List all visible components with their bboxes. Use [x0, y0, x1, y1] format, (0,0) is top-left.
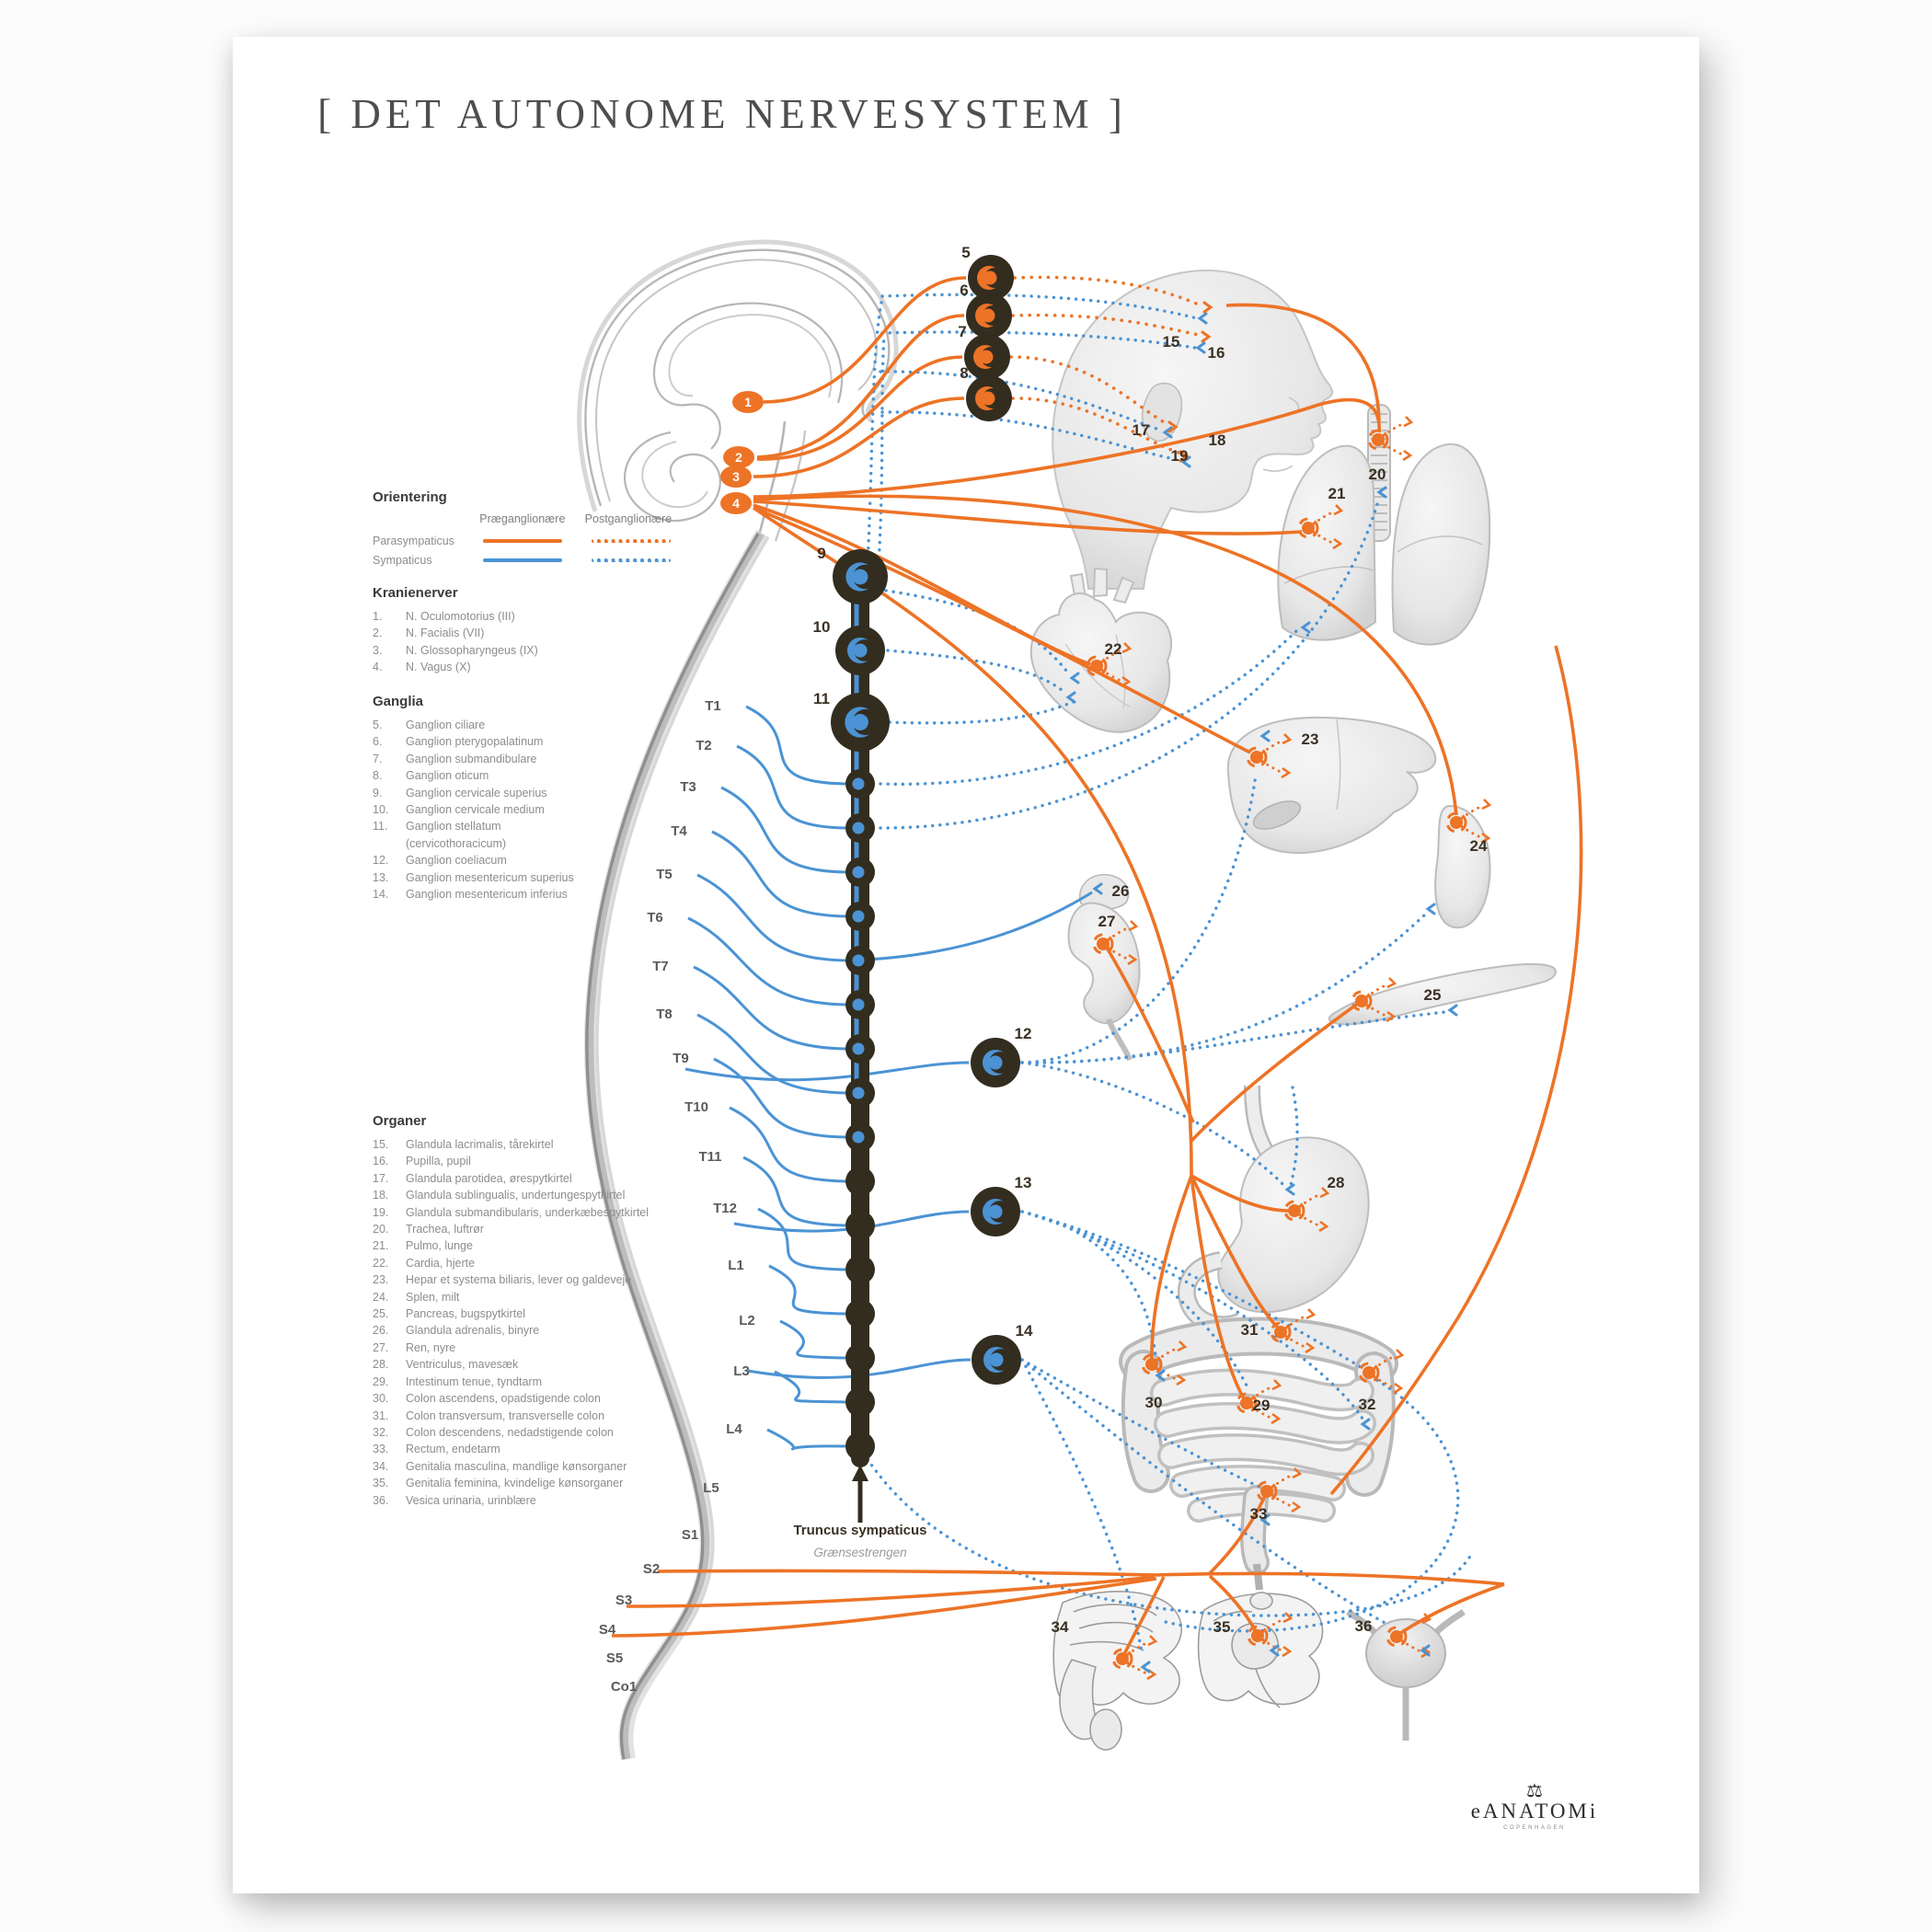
list-item-number: 31. [373, 1409, 389, 1422]
list-item-number: 5. [373, 719, 383, 731]
list-item [373, 767, 690, 784]
list-item [373, 1356, 690, 1373]
list-item [373, 1340, 690, 1356]
list-item [373, 1322, 690, 1339]
marker-organ-23: 23 [1301, 730, 1319, 748]
list-item [373, 1204, 690, 1221]
list-item-number: 25. [373, 1307, 389, 1321]
list-item-number: 8. [373, 769, 383, 783]
list-item-number: 2. [373, 627, 383, 640]
spine-label-t2: T2 [696, 738, 712, 753]
list-item-number: 36. [373, 1493, 389, 1507]
list-item-number [373, 835, 406, 852]
list-item-number: 11. [373, 820, 388, 834]
list-item-text: Hepar et systema biliaris, lever og galdeveje [406, 1273, 632, 1287]
list-item-number: 17. [373, 1171, 389, 1185]
list-item-text: (cervicothoracicum) [406, 836, 507, 850]
list-item [373, 1424, 690, 1441]
legend-row [373, 550, 690, 569]
list-item-number: 18. [373, 1189, 389, 1202]
list-item [373, 659, 690, 675]
list-item-text: Ganglion mesentericum inferius [406, 888, 568, 902]
list-item-text: Genitalia feminina, kvindelige kønsorganer [406, 1477, 624, 1490]
list-item-number: 19. [373, 1205, 389, 1219]
eanatomi-logo-icon: ⚖ [1526, 1781, 1543, 1801]
list-item-text: Glandula lacrimalis, tårekirtel [406, 1138, 554, 1151]
list-item [373, 1170, 690, 1187]
list-item-number: 6. [373, 735, 383, 749]
anatomy-poster [233, 37, 1699, 1893]
list-item-text: Ganglion ciliare [406, 719, 486, 731]
list-item-number: 4. [373, 661, 383, 674]
list-item [373, 785, 690, 801]
illustration-female-genitalia [1199, 1593, 1323, 1708]
list-item [373, 1153, 690, 1169]
list-item-text: Ren, nyre [406, 1340, 456, 1354]
spine-label-t4: T4 [671, 823, 687, 839]
section-kranienerver [373, 585, 690, 676]
list-item-text: Pancreas, bugspytkirtel [406, 1307, 525, 1321]
list-item [373, 1390, 690, 1407]
list-item [373, 801, 690, 818]
list-item-text: Glandula sublingualis, undertungespytkirtel [406, 1189, 626, 1202]
marker-ganglion-5: 5 [961, 244, 971, 261]
list-item-text: Ganglion cervicale medium [406, 803, 545, 817]
list-item-number: 14. [373, 888, 389, 902]
list-item-text: N. Glossopharyngeus (IX) [406, 643, 538, 657]
list-item-number: 9. [373, 786, 383, 799]
spine-label-t8: T8 [656, 1006, 673, 1022]
marker-ganglion-11: 11 [813, 690, 830, 707]
list-item-text: Ganglion pterygopalatinum [406, 735, 544, 749]
section-heading: Organer [373, 1113, 427, 1129]
list-item-number: 16. [373, 1155, 389, 1168]
list-item [373, 1136, 690, 1153]
spine-label-t9: T9 [673, 1051, 689, 1066]
marker-ganglion-8: 8 [960, 364, 969, 382]
list-item [373, 818, 690, 834]
list-item-text: Pulmo, lunge [406, 1239, 473, 1253]
list-item [373, 1271, 690, 1288]
legend-col-praeganglionaere: Præganglionære [479, 512, 566, 525]
list-item [373, 1187, 690, 1203]
marker-ganglion-14: 14 [1015, 1322, 1033, 1340]
marker-organ-24: 24 [1469, 837, 1488, 855]
marker-ganglion-6: 6 [960, 282, 969, 299]
list-item-text: Colon transversum, transverselle colon [406, 1409, 605, 1422]
legend-column-headers [373, 512, 690, 525]
truncus-label: Truncus sympaticus [793, 1523, 927, 1538]
spine-label-t1: T1 [705, 698, 721, 714]
illustration-intestines [1138, 1337, 1379, 1591]
list-item-text: Colon ascendens, opadstigende colon [406, 1392, 601, 1406]
section-organer [373, 1113, 690, 1509]
marker-cranial-2: 2 [735, 450, 742, 465]
spine-label-t7: T7 [652, 959, 669, 974]
list-item [373, 608, 690, 625]
list-item [373, 835, 690, 852]
spine-label-s5: S5 [605, 1650, 624, 1666]
list-item [373, 642, 690, 659]
marker-cranial-3: 3 [732, 469, 740, 484]
list-item-text: N. Facialis (VII) [406, 627, 485, 640]
spine-label-t3: T3 [680, 779, 696, 795]
spine-label-t5: T5 [656, 867, 673, 882]
marker-organ-15: 15 [1162, 333, 1180, 351]
list-item-text: Ganglion stellatum [406, 820, 501, 834]
list-item-number: 27. [373, 1340, 389, 1354]
marker-organ-35: 35 [1213, 1618, 1231, 1636]
list-item-text: Intestinum tenue, tyndtarm [406, 1374, 542, 1388]
marker-ganglion-7: 7 [958, 323, 967, 340]
list-item-text: Ganglion submandibulare [406, 752, 537, 765]
marker-organ-33: 33 [1249, 1505, 1268, 1523]
list-item [373, 886, 690, 903]
list-item-number: 32. [373, 1425, 389, 1439]
list-item-text: Rectum, endetarm [406, 1443, 500, 1456]
list-item [373, 733, 690, 750]
list-item-text: Glandula submandibularis, underkæbespytkirtel [406, 1205, 650, 1219]
spine-label-l3: L3 [733, 1363, 750, 1379]
marker-organ-32: 32 [1358, 1396, 1376, 1413]
poster-title: [ DET AUTONOME NERVESYSTEM ] [317, 91, 1127, 137]
list-item-number: 26. [373, 1324, 389, 1338]
illustration-pancreas [1329, 964, 1556, 1025]
list-item-text: Vesica urinaria, urinblære [406, 1493, 536, 1507]
eanatomi-logo-city: COPENHAGEN [1503, 1825, 1566, 1831]
section-heading: Kranienerver [373, 585, 458, 601]
preganglionic-line-sample [483, 539, 562, 543]
spine-label-l2: L2 [739, 1313, 755, 1328]
marker-ganglion-10: 10 [812, 618, 831, 636]
list-item-number: 12. [373, 854, 389, 868]
list-item-text: Trachea, luftrør [406, 1223, 484, 1236]
marker-organ-36: 36 [1354, 1617, 1373, 1635]
list-item-number: 15. [373, 1138, 389, 1151]
list-item [373, 1255, 690, 1271]
list-item-number: 3. [373, 643, 383, 657]
list-item [373, 751, 690, 767]
list-item [373, 852, 690, 868]
spine-label-s2: S2 [642, 1561, 661, 1577]
list-item-number: 24. [373, 1290, 389, 1304]
marker-organ-19: 19 [1170, 447, 1189, 465]
marker-organ-30: 30 [1144, 1394, 1163, 1411]
legend-row [373, 531, 690, 550]
marker-ganglion-13: 13 [1014, 1174, 1032, 1191]
legend-col-postganglionaere: Postganglionære [584, 512, 673, 525]
list-item-number: 1. [373, 610, 383, 623]
list-item-number: 20. [373, 1223, 389, 1236]
marker-organ-31: 31 [1240, 1321, 1259, 1339]
marker-organ-21: 21 [1328, 485, 1346, 502]
list-item [373, 625, 690, 641]
list-item [373, 717, 690, 733]
spine-label-s3: S3 [615, 1593, 633, 1608]
list-item-text: Ventriculus, mavesæk [406, 1358, 519, 1372]
section-ganglia [373, 694, 690, 903]
eanatomi-logo [1456, 1783, 1613, 1831]
marker-organ-20: 20 [1368, 466, 1386, 483]
list-item-text: Ganglion oticum [406, 769, 489, 783]
list-item-text: Genitalia masculina, mandlige kønsorganer [406, 1459, 627, 1473]
legend-row-label: Parasympaticus [373, 534, 454, 547]
list-item-number: 23. [373, 1273, 389, 1287]
list-item-number: 35. [373, 1477, 389, 1490]
spine-label-t12: T12 [713, 1201, 737, 1216]
marker-organ-26: 26 [1111, 882, 1130, 900]
list-item-number: 34. [373, 1459, 389, 1473]
list-item-text: Cardia, hjerte [406, 1256, 476, 1270]
postganglionic-line-sample [592, 539, 671, 543]
spine-label-s4: S4 [598, 1622, 616, 1638]
legend-heading: Orientering [373, 489, 447, 505]
list-item [373, 1374, 690, 1390]
marker-organ-22: 22 [1104, 640, 1122, 658]
marker-organ-28: 28 [1327, 1174, 1345, 1191]
illustration-male-genitalia [1053, 1592, 1181, 1750]
spine-label-t10: T10 [684, 1099, 708, 1115]
autonomic-nervous-system-illustration [233, 37, 1699, 1893]
spine-label-l1: L1 [728, 1258, 744, 1273]
list-item [373, 1475, 690, 1491]
list-item-number: 28. [373, 1358, 389, 1372]
list-item [373, 1237, 690, 1254]
illustration-stomach [1187, 1086, 1369, 1325]
list-item-text: Splen, milt [406, 1290, 460, 1304]
truncus-sublabel: Grænsestrengen [813, 1546, 907, 1559]
marker-organ-29: 29 [1252, 1397, 1271, 1414]
marker-ganglion-12: 12 [1014, 1025, 1032, 1042]
list-item-number: 10. [373, 803, 389, 817]
list-item [373, 1458, 690, 1475]
list-item-text: N. Vagus (X) [406, 661, 471, 674]
eanatomi-logo-name: eANATOMi [1470, 1800, 1599, 1823]
spine-label-co1: Co1 [610, 1679, 638, 1695]
list-item-text: Ganglion cervicale superius [406, 786, 547, 799]
list-item-text: Colon descendens, nedadstigende colon [406, 1425, 614, 1439]
illustration-spleen [1435, 806, 1489, 927]
list-item-number: 13. [373, 870, 389, 884]
list-item-number: 33. [373, 1443, 389, 1456]
list-item-text: N. Oculomotorius (III) [406, 610, 515, 623]
preganglionic-line-sample [483, 558, 562, 562]
legend-row-label: Sympaticus [373, 553, 432, 567]
list-item [373, 1408, 690, 1424]
list-item-text: Glandula parotidea, ørespytkirtel [406, 1171, 572, 1185]
list-item [373, 1221, 690, 1237]
list-item [373, 1492, 690, 1509]
marker-cranial-1: 1 [744, 395, 752, 409]
marker-organ-18: 18 [1208, 431, 1226, 449]
postganglionic-line-sample [592, 558, 671, 562]
spine-label-t11: T11 [698, 1149, 722, 1165]
marker-organ-17: 17 [1132, 421, 1150, 439]
marker-organ-27: 27 [1098, 913, 1116, 930]
list-item-text: Pupilla, pupil [406, 1155, 471, 1168]
truncus-arrow [852, 1465, 868, 1523]
legend-orientering [373, 489, 690, 569]
illustration-kidney [1069, 875, 1140, 1060]
list-item-number: 22. [373, 1256, 389, 1270]
marker-organ-16: 16 [1207, 344, 1225, 362]
list-item [373, 1305, 690, 1322]
sympathetic-chain [831, 255, 1021, 1461]
marker-organ-25: 25 [1423, 986, 1442, 1004]
marker-ganglion-9: 9 [817, 545, 826, 562]
spine-label-s1: S1 [681, 1527, 699, 1543]
list-item-number: 21. [373, 1239, 389, 1253]
list-item [373, 1441, 690, 1457]
list-item [373, 1289, 690, 1305]
marker-cranial-4: 4 [732, 496, 740, 511]
list-item-text: Ganglion mesentericum superius [406, 870, 574, 884]
section-heading: Ganglia [373, 694, 424, 709]
spine-label-l4: L4 [726, 1421, 742, 1437]
marker-organ-34: 34 [1051, 1618, 1069, 1636]
list-item [373, 869, 690, 886]
list-item-number: 30. [373, 1392, 389, 1406]
spine-label-t6: T6 [647, 910, 663, 926]
list-item-text: Ganglion coeliacum [406, 854, 507, 868]
list-item-number: 7. [373, 752, 383, 765]
list-item-text: Glandula adrenalis, binyre [406, 1324, 540, 1338]
spine-label-l5: L5 [703, 1480, 719, 1496]
list-item-number: 29. [373, 1374, 389, 1388]
illustration-liver [1228, 718, 1436, 853]
